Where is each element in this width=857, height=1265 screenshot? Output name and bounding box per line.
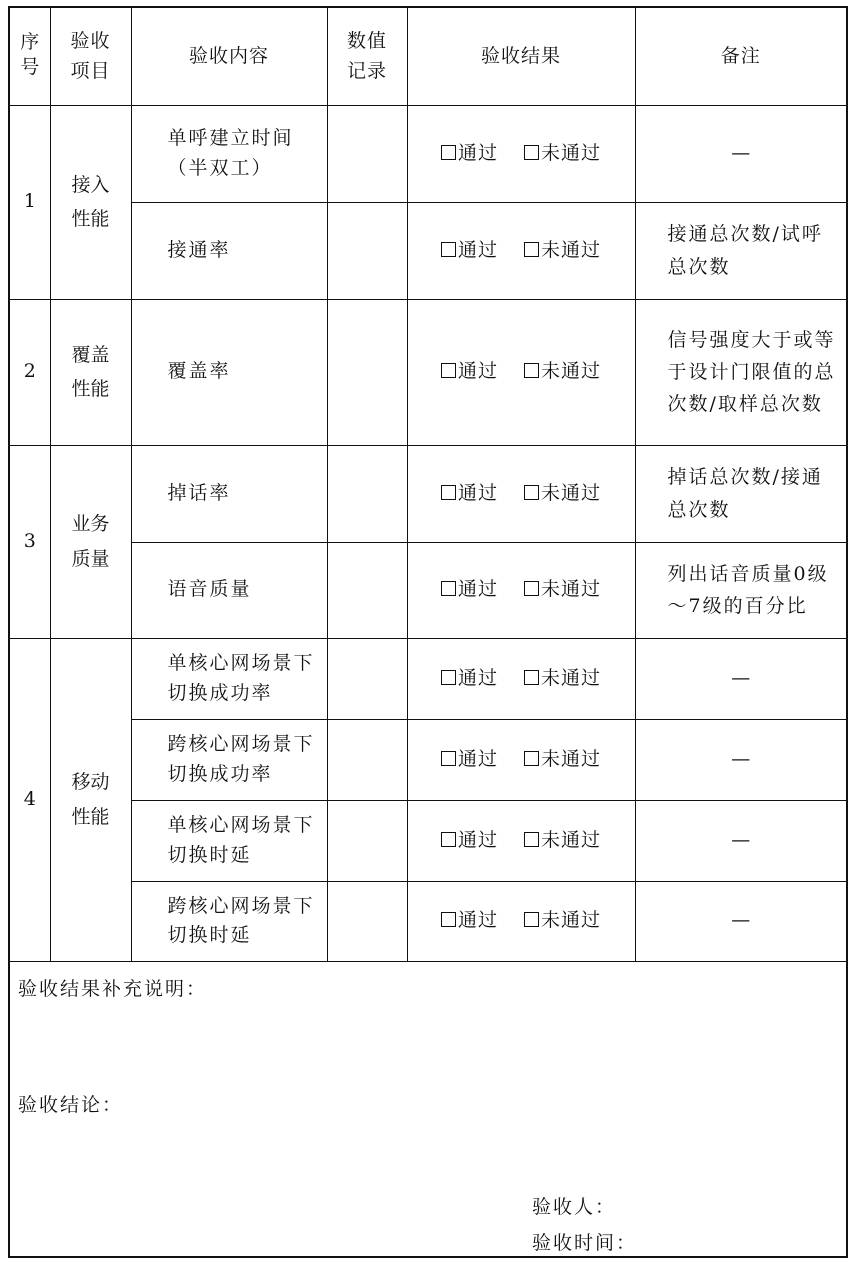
fail-checkbox[interactable] — [524, 670, 539, 685]
value-record-cell[interactable] — [327, 800, 407, 881]
acceptance-form — [8, 6, 848, 1258]
pass-checkbox[interactable] — [441, 145, 456, 160]
inspector-label: 验收人： — [532, 1196, 617, 1218]
row-remark: 接通总次数/试呼总次数 — [635, 202, 846, 299]
row-seq: 4 — [10, 638, 50, 961]
inspection-time-label: 验收时间： — [532, 1232, 638, 1254]
row-item: 接入性能 — [50, 105, 131, 299]
table-row — [10, 445, 846, 542]
value-record-cell[interactable] — [327, 202, 407, 299]
result-cell: 通过 未通过 — [407, 719, 635, 800]
row-remark: 掉话总次数/接通总次数 — [635, 445, 846, 542]
header-record: 数值记录 — [327, 8, 407, 105]
table-row — [10, 299, 846, 445]
row-item: 业务质量 — [50, 445, 131, 638]
fail-checkbox[interactable] — [524, 832, 539, 847]
fail-checkbox[interactable] — [524, 581, 539, 596]
value-record-cell[interactable] — [327, 881, 407, 961]
header-result: 验收结果 — [407, 8, 635, 105]
value-record-cell[interactable] — [327, 299, 407, 445]
result-cell: 通过 未通过 — [407, 800, 635, 881]
supplement-label: 验收结果补充说明： — [18, 978, 208, 1000]
value-record-cell[interactable] — [327, 105, 407, 202]
fail-checkbox[interactable] — [524, 363, 539, 378]
result-cell: 通过 未通过 — [407, 299, 635, 445]
row-content: 语音质量 — [131, 542, 327, 638]
fail-checkbox[interactable] — [524, 912, 539, 927]
fail-checkbox[interactable] — [524, 751, 539, 766]
row-content: 掉话率 — [131, 445, 327, 542]
table-row — [10, 800, 846, 881]
value-record-cell[interactable] — [327, 719, 407, 800]
result-cell: 通过 未通过 — [407, 881, 635, 961]
table-row — [10, 542, 846, 638]
pass-checkbox[interactable] — [441, 581, 456, 596]
row-content: 单呼建立时间（半双工） — [131, 105, 327, 202]
row-seq: 3 — [10, 445, 50, 638]
pass-checkbox[interactable] — [441, 912, 456, 927]
row-remark: — — [635, 638, 846, 719]
row-remark: — — [635, 105, 846, 202]
value-record-cell[interactable] — [327, 445, 407, 542]
result-cell: 通过 未通过 — [407, 638, 635, 719]
row-remark: 列出话音质量0级～7级的百分比 — [635, 542, 846, 638]
row-seq: 2 — [10, 299, 50, 445]
row-content: 跨核心网场景下切换成功率 — [131, 719, 327, 800]
row-remark: 信号强度大于或等于设计门限值的总次数/取样总次数 — [635, 299, 846, 445]
footer-notes — [10, 966, 846, 1256]
row-item: 覆盖性能 — [50, 299, 131, 445]
result-cell: 通过 未通过 — [407, 542, 635, 638]
row-content: 单核心网场景下切换成功率 — [131, 638, 327, 719]
fail-checkbox[interactable] — [524, 145, 539, 160]
fail-checkbox[interactable] — [524, 242, 539, 257]
acceptance-table — [10, 8, 846, 962]
row-remark: — — [635, 881, 846, 961]
result-cell: 通过 未通过 — [407, 445, 635, 542]
pass-checkbox[interactable] — [441, 242, 456, 257]
row-item: 移动性能 — [50, 638, 131, 961]
header-row — [10, 8, 846, 105]
pass-checkbox[interactable] — [441, 832, 456, 847]
header-content: 验收内容 — [131, 8, 327, 105]
pass-checkbox[interactable] — [441, 485, 456, 500]
result-cell: 通过 未通过 — [407, 105, 635, 202]
pass-checkbox[interactable] — [441, 363, 456, 378]
fail-checkbox[interactable] — [524, 485, 539, 500]
value-record-cell[interactable] — [327, 638, 407, 719]
row-content: 接通率 — [131, 202, 327, 299]
row-content: 单核心网场景下切换时延 — [131, 800, 327, 881]
table-row — [10, 881, 846, 961]
row-content: 覆盖率 — [131, 299, 327, 445]
pass-checkbox[interactable] — [441, 670, 456, 685]
pass-checkbox[interactable] — [441, 751, 456, 766]
row-content: 跨核心网场景下切换时延 — [131, 881, 327, 961]
table-row — [10, 638, 846, 719]
row-remark: — — [635, 800, 846, 881]
result-cell: 通过 未通过 — [407, 202, 635, 299]
conclusion-label: 验收结论： — [18, 1094, 124, 1116]
header-remark: 备注 — [635, 8, 846, 105]
header-item: 验收项目 — [50, 8, 131, 105]
row-remark: — — [635, 719, 846, 800]
table-row — [10, 105, 846, 202]
table-row — [10, 202, 846, 299]
value-record-cell[interactable] — [327, 542, 407, 638]
row-seq: 1 — [10, 105, 50, 299]
header-seq: 序号 — [10, 8, 50, 105]
table-row — [10, 719, 846, 800]
